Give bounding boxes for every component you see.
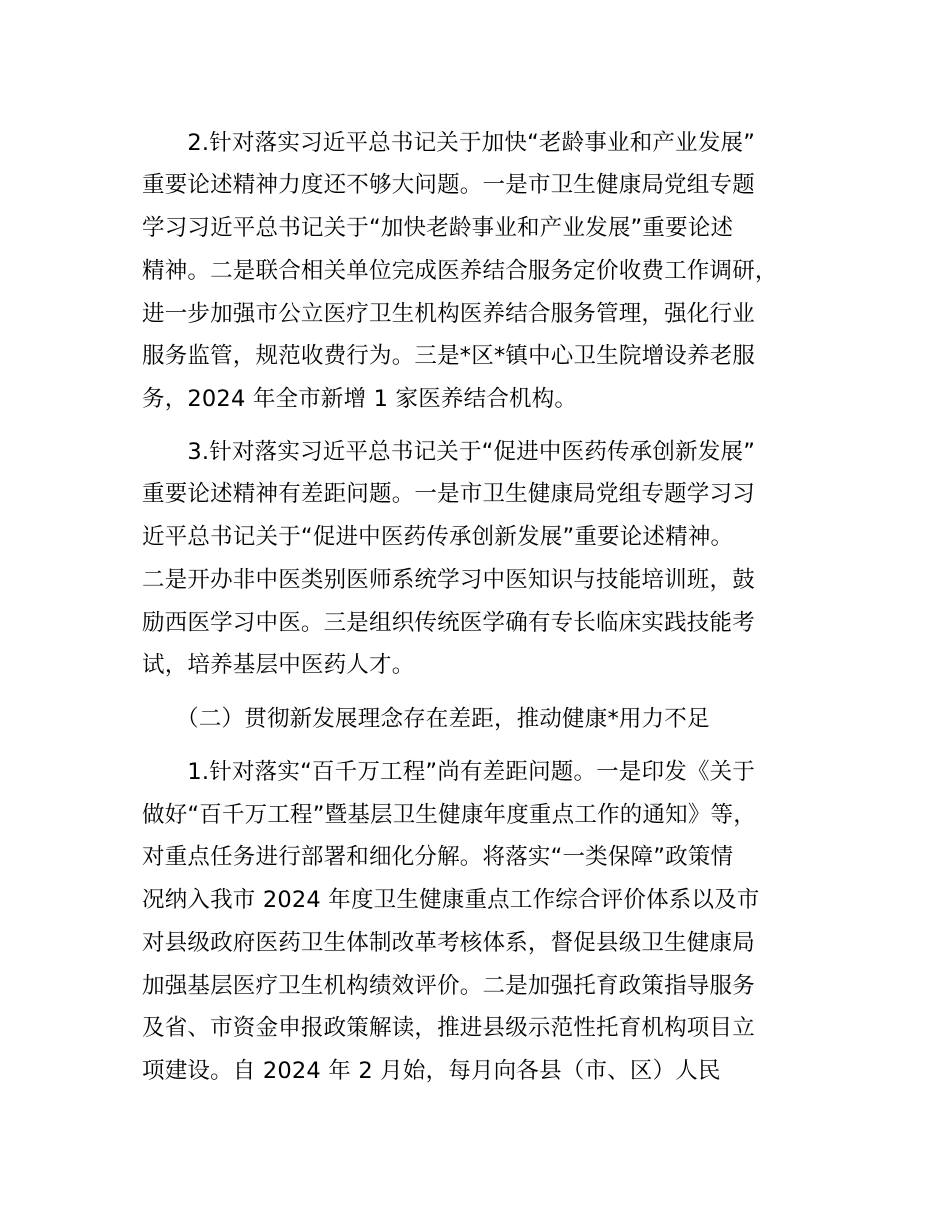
section-heading: （二）贯彻新发展理念存在差距，推动健康*用力不足 — [142, 706, 710, 732]
text-line: 做好“百千万工程”暨基层卫生健康年度重点工作的通知》等， — [142, 802, 756, 828]
text-line: 对县级政府医药卫生体制改革考核体系，督促县级卫生健康局 — [142, 930, 755, 956]
text-line: 务，2024 年全市新增 1 家医养结合机构。 — [142, 386, 578, 412]
text-line: 服务监管，规范收费行为。三是*区*镇中心卫生院增设养老服 — [142, 343, 756, 369]
text-line: 励西医学习中医。三是组织传统医学确有专长临床实践技能考 — [142, 610, 755, 636]
text-line: 项建设。自 2024 年 2 月始，每月向各县（市、区）人民 — [142, 1058, 721, 1084]
text-line: 重要论述精神力度还不够大问题。一是市卫生健康局党组专题 — [142, 172, 755, 198]
text-line: 二是开办非中医类别医师系统学习中医知识与技能培训班，鼓 — [142, 567, 755, 593]
text-line: 2.针对落实习近平总书记关于加快“老龄事业和产业发展” — [142, 130, 756, 156]
text-line: 近平总书记关于“促进中医药传承创新发展”重要论述精神。 — [142, 524, 734, 550]
text-line: 精神。二是联合相关单位完成医养结合服务定价收费工作调研， — [142, 258, 778, 284]
text-line: 进一步加强市公立医疗卫生机构医养结合服务管理，强化行业 — [142, 301, 755, 327]
text-line: 及省、市资金申报政策解读，推进县级示范性托育机构项目立 — [142, 1015, 755, 1041]
text-line: 1.针对落实“百千万工程”尚有差距问题。一是印发《关于 — [142, 759, 756, 785]
text-line: 重要论述精神有差距问题。一是市卫生健康局党组专题学习习 — [142, 481, 755, 507]
text-line: 加强基层医疗卫生机构绩效评价。二是加强托育政策指导服务 — [142, 973, 755, 999]
text-line: 试，培养基层中医药人才。 — [142, 652, 415, 678]
text-line: 3.针对落实习近平总书记关于“促进中医药传承创新发展” — [142, 439, 756, 465]
text-line: 况纳入我市 2024 年度卫生健康重点工作综合评价体系以及市 — [142, 887, 760, 913]
text-line: 学习习近平总书记关于“加快老龄事业和产业发展”重要论述 — [142, 215, 734, 241]
text-line: 对重点任务进行部署和细化分解。将落实“一类保障”政策情 — [142, 844, 734, 870]
